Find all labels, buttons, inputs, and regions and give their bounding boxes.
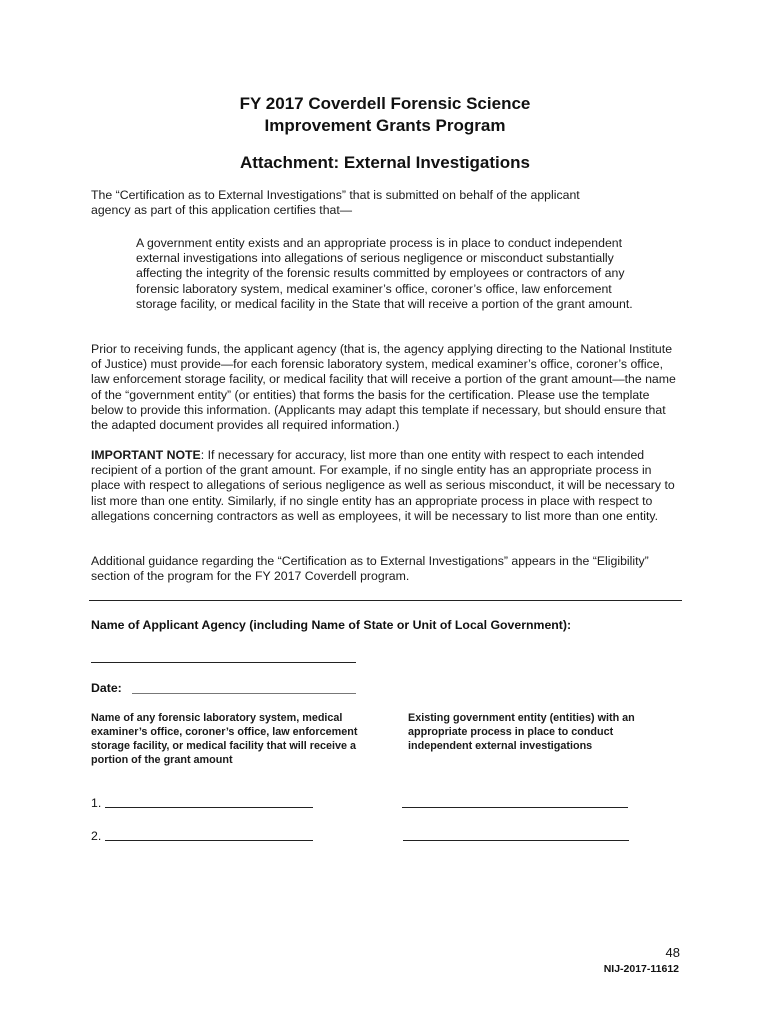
row-number: 2. xyxy=(91,829,102,843)
intro-paragraph: The “Certification as to External Investigations” that is submitted on behalf of the applicant agency as part of this application certifies that— xyxy=(91,188,580,218)
important-note-text: : If necessary for accuracy, list more than one entity with respect to each intended recipient of a portion of the grant amount. For example, if no single entity has an appropriate process in place with respect to allegations of serious negligence as well as serious misconduct, it will be necessary to list more than one entity. Similarly, if no single entity has an appropriate process in place with respect to allegations concerning contractors as well as employees, it will be necessary to list more than one entity. xyxy=(91,448,675,523)
certification-quote: A government entity exists and an appropriate process is in place to conduct independent external investigations into allegations of serious negligence or misconduct substantially affecting the integrity of the forensic results committed by employees or contractors of any forensic laboratory system, medical examiner’s office, coroner’s office, law enforcement storage facility, or medical facility in the State that will receive a portion of the grant amount. xyxy=(136,236,633,311)
section-divider xyxy=(89,600,682,601)
entity-field-2[interactable] xyxy=(403,840,629,841)
applicant-agency-label: Name of Applicant Agency (including Name of State or Unit of Local Government): xyxy=(91,618,572,632)
recipient-field-2[interactable] xyxy=(105,840,313,841)
important-note-label: IMPORTANT NOTE xyxy=(91,448,201,462)
important-note-paragraph xyxy=(91,448,683,524)
applicant-agency-field[interactable] xyxy=(91,662,356,663)
document-title-line1: FY 2017 Coverdell Forensic Science xyxy=(239,94,531,113)
attachment-heading: Attachment: External Investigations xyxy=(239,153,530,172)
recipient-column-header: Name of any forensic laboratory system, medical examiner’s office, coroner’s office, law enforcement storage facility, or medical facility that will receive a portion of the grant amount xyxy=(91,712,358,766)
additional-guidance-paragraph: Additional guidance regarding the “Certification as to External Investigations” appears in the “Eligibility” section of the program for the FY 2017 Coverdell program. xyxy=(91,554,649,584)
document-id: NIJ-2017-11612 xyxy=(603,963,679,975)
date-field[interactable] xyxy=(132,693,356,694)
prior-to-funds-paragraph: Prior to receiving funds, the applicant agency (that is, the agency applying directing to the National Institute of Justice) must provide—for each forensic laboratory system, medical examiner’s office, coroner’s office, law enforcement storage facility, or medical facility that will receive a portion of the grant amount—the name of the “government entity” (or entities) that forms the basis for the certification. Please use the template below to provide this information. (Applicants may adapt this template if necessary, but should ensure that the adapted document provides all required information.) xyxy=(91,342,676,433)
page-number: 48 xyxy=(665,945,680,960)
entity-field-1[interactable] xyxy=(402,807,628,808)
government-entity-column-header: Existing government entity (entities) with an appropriate process in place to conduct independent external investigations xyxy=(408,712,635,752)
row-number: 1. xyxy=(91,796,102,810)
date-label: Date: xyxy=(91,681,122,695)
recipient-field-1[interactable] xyxy=(105,807,313,808)
document-title-line2: Improvement Grants Program xyxy=(264,116,506,135)
